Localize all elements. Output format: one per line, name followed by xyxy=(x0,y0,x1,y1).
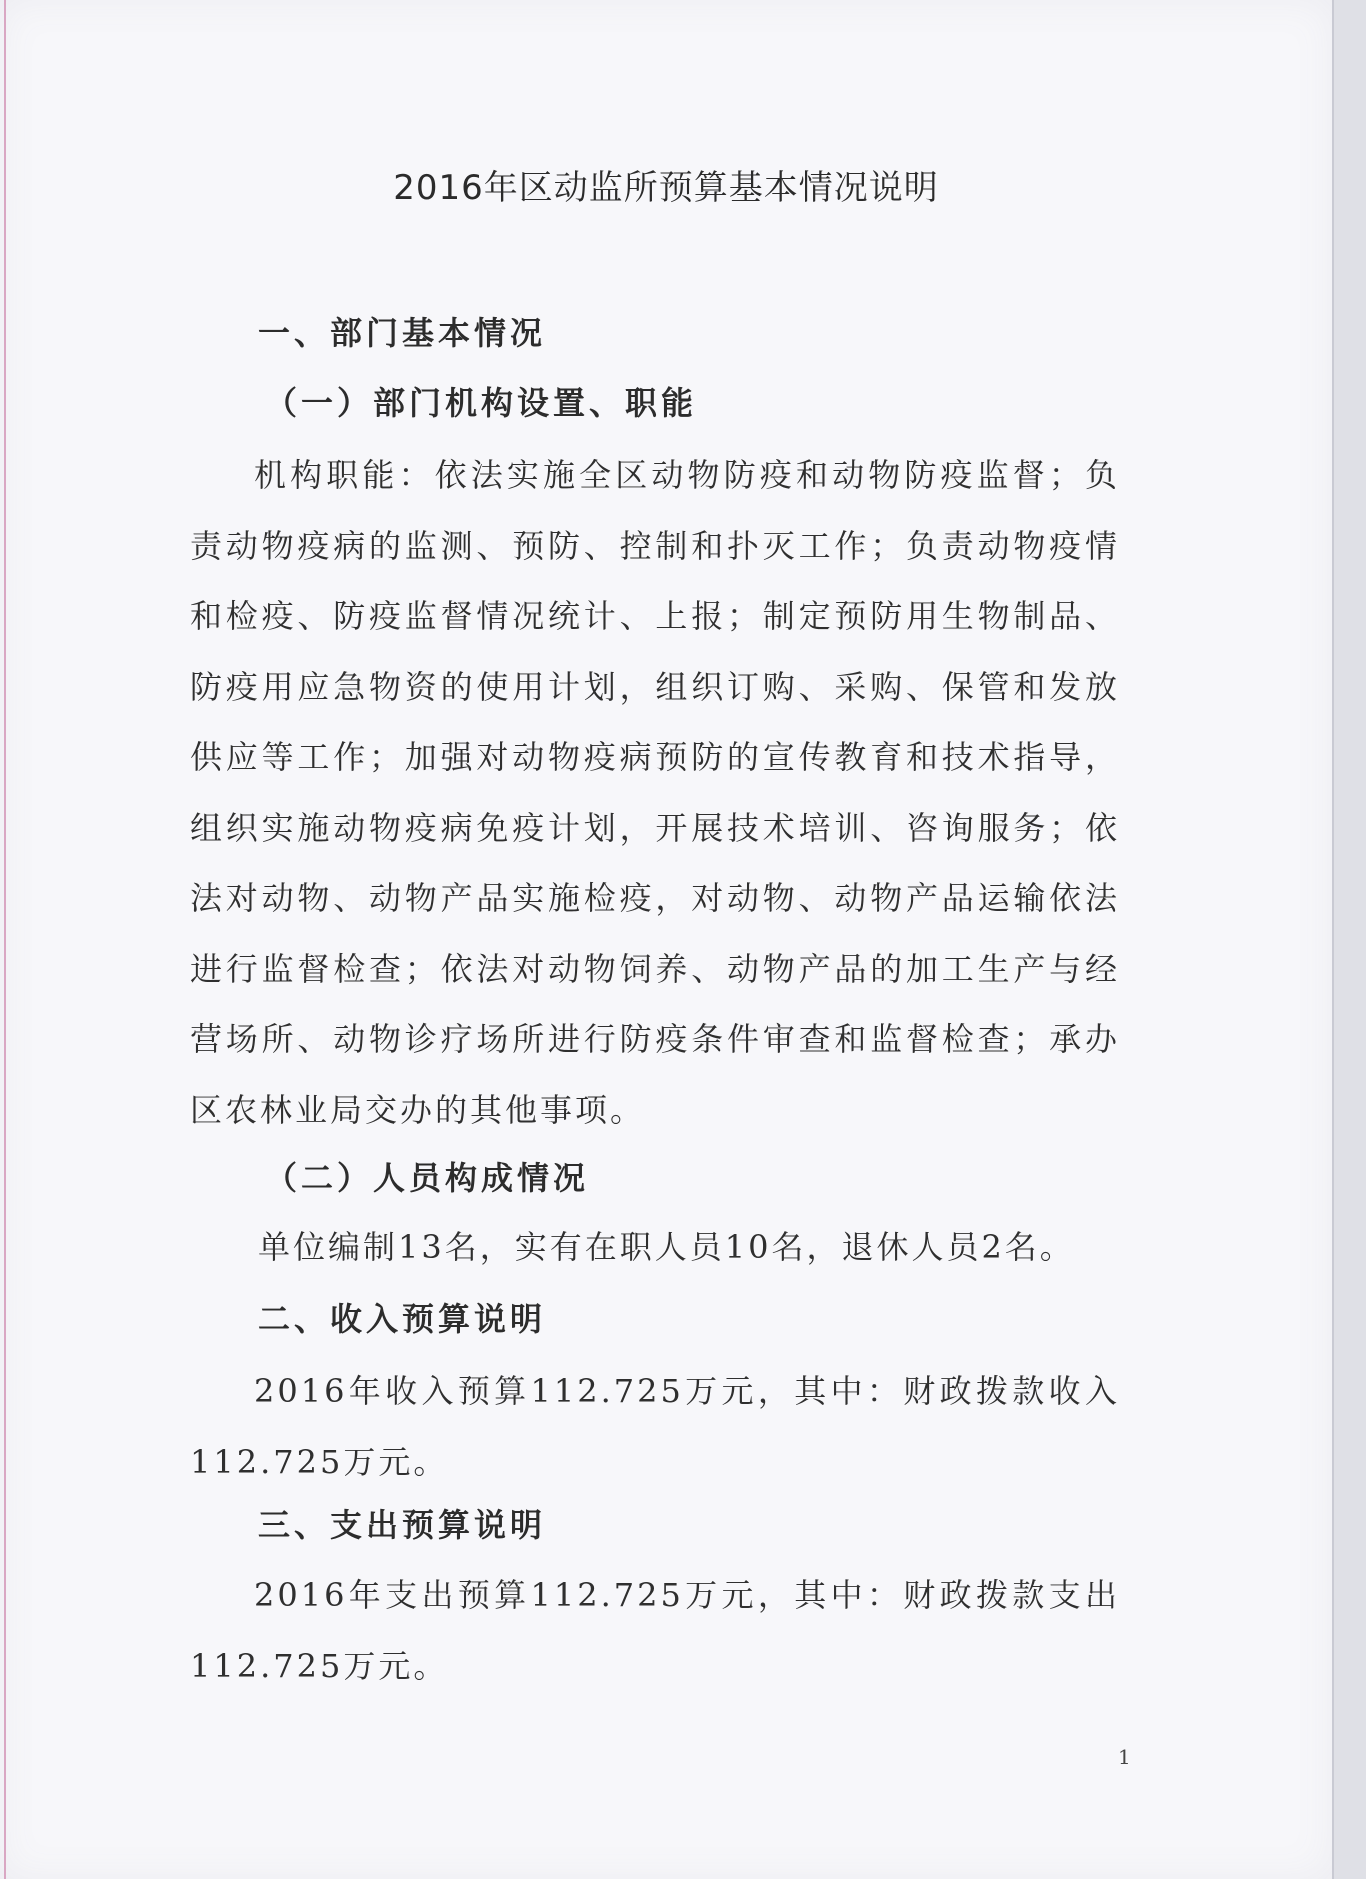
scan-right-margin xyxy=(1332,0,1366,1879)
section-2-heading: 二、收入预算说明 xyxy=(258,1300,547,1338)
section-3-paragraph: 2016年支出预算112.725万元，其中：财政拨款支出112.725万元。 xyxy=(190,1576,1120,1685)
page-number: 1 xyxy=(1118,1745,1131,1769)
subsection-1-heading: （一）部门机构设置、职能 xyxy=(265,384,698,422)
section-3-heading: 三、支出预算说明 xyxy=(258,1506,547,1544)
subsection-2-text: 单位编制13名，实有在职人员10名，退休人员2名。 xyxy=(258,1228,1075,1266)
section-2-paragraph: 2016年收入预算112.725万元，其中：财政拨款收入112.725万元。 xyxy=(190,1372,1120,1481)
section-1-heading: 一、部门基本情况 xyxy=(258,314,547,352)
subsection-2-heading: （二）人员构成情况 xyxy=(265,1159,590,1197)
document-title: 2016年区动监所预算基本情况说明 xyxy=(393,168,939,208)
page-left-edge xyxy=(4,0,6,1879)
subsection-1-paragraph: 机构职能：依法实施全区动物防疫和动物防疫监督；负责动物疫病的监测、预防、控制和扑灭工作；负责动物疫情和检疫、防疫监督情况统计、上报；制定预防用生物制品、防疫用应急物资的使用计划，组织订购、采购、保管和发放供应等工作；加强对动物疫病预防的宣传教育和技术指导，组织实施动物疫病免疫计划，开展技术培训、咨询服务；依法对动物、动物产品实施检疫，对动物、动物产品运输依法进行监督检查；依法对动物饲养、动物产品的加工生产与经营场所、动物诊疗场所进行防疫条件审查和监督检查；承办区农林业局交办的其他事项。 xyxy=(190,456,1120,1129)
